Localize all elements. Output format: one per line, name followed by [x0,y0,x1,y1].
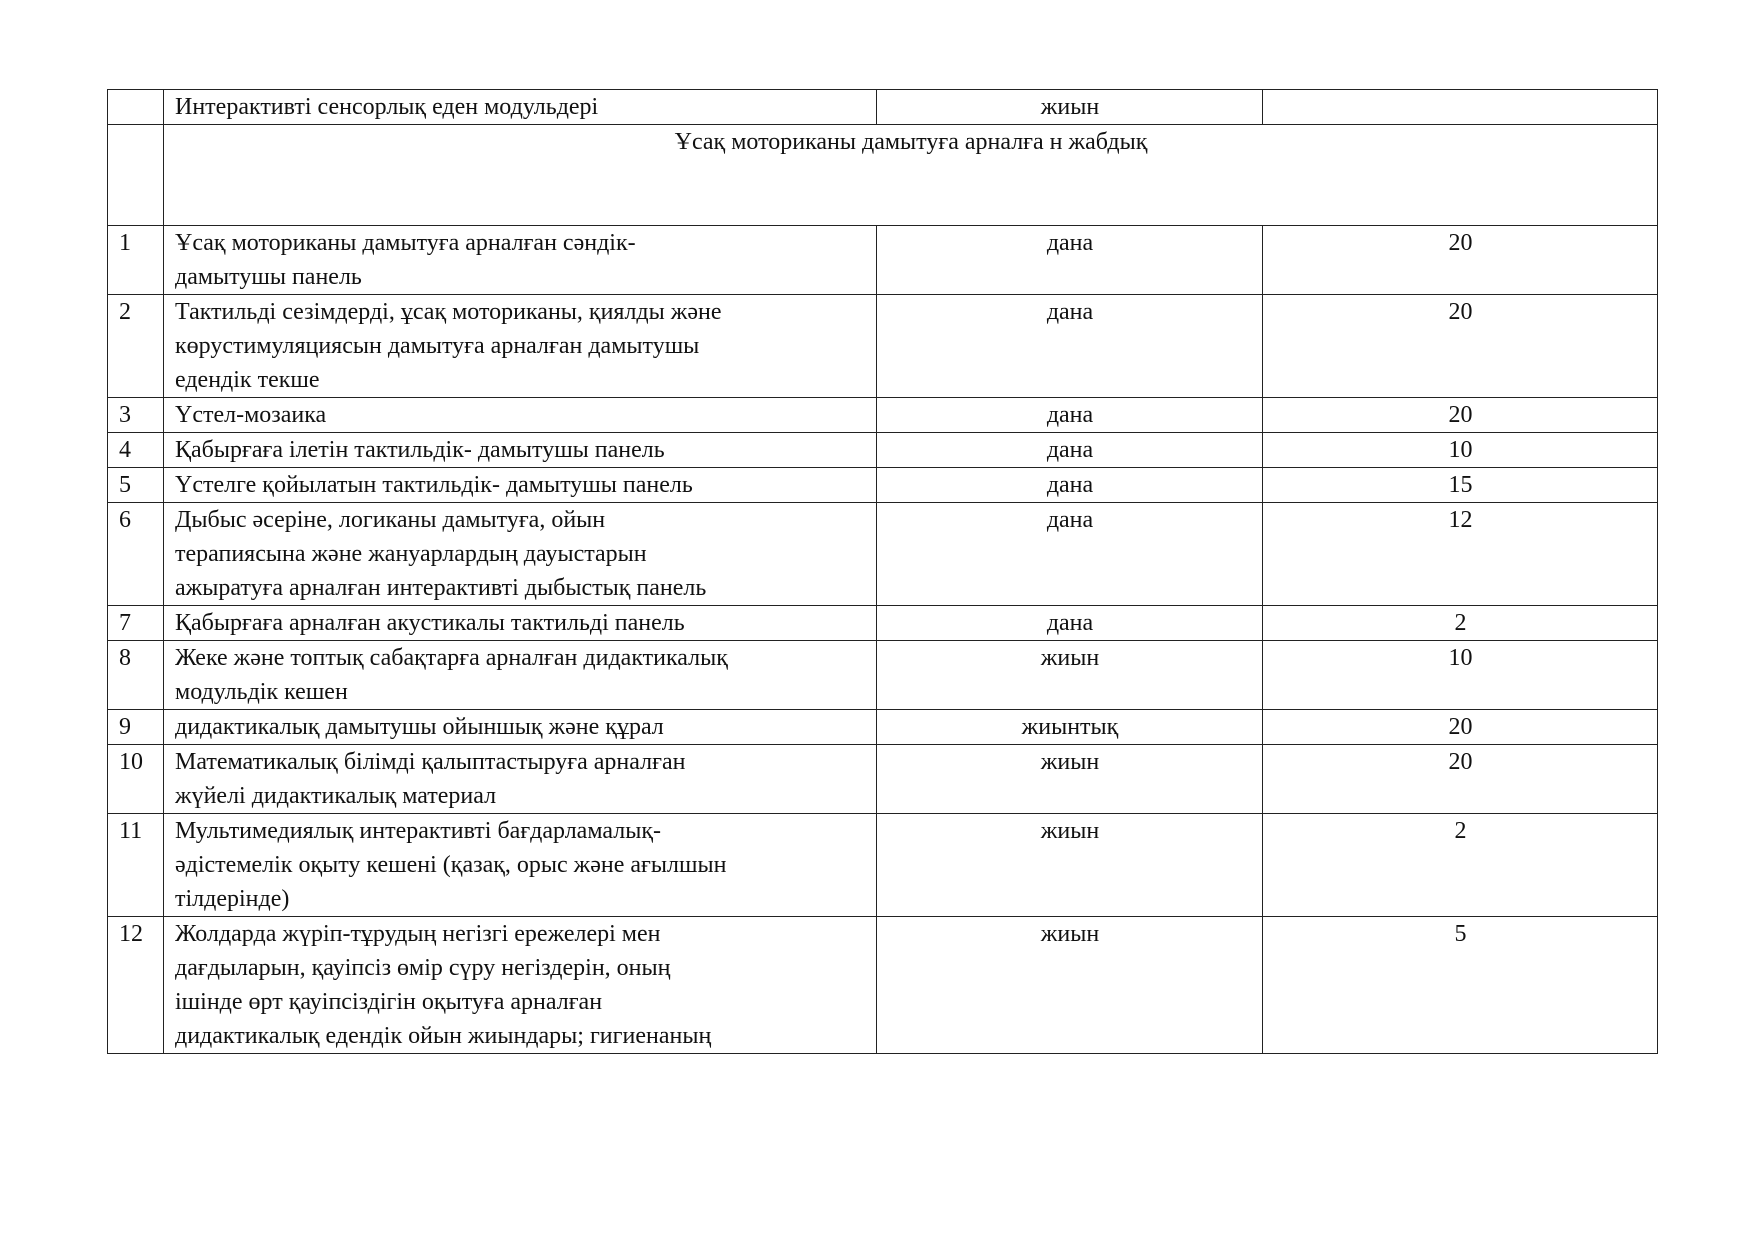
unit-cell: жиын [877,814,1263,917]
quantity-cell: 20 [1263,745,1658,814]
row-number-cell [108,125,164,226]
item-name-cell: Қабырғаға арналған акустикалы тактильді панель [164,606,877,641]
quantity-cell: 10 [1263,641,1658,710]
item-name-cell: Дыбыс әсеріне, логиканы дамытуға, ойын терапиясына және жануарлардың дауыстарын ажыратуға арналған интерактивті дыбыстық панель [164,503,877,606]
row-number-cell: 11 [108,814,164,917]
quantity-cell: 2 [1263,814,1658,917]
unit-cell: жиын [877,90,1263,125]
item-name-cell: Мультимедиялық интерактивті бағдарламалық- әдістемелік оқыту кешені (қазақ, орыс және ағылшын тілдерінде) [164,814,877,917]
item-name-cell: Тактильді сезімдерді, ұсақ моториканы, қиялды және көрустимуляциясын дамытуға арналған дамытушы едендік текше [164,295,877,398]
row-number-cell [108,90,164,125]
row-number-cell: 1 [108,226,164,295]
unit-cell: жиынтық [877,710,1263,745]
item-name-cell: Интерактивті сенсорлық еден модульдері [164,90,877,125]
row-number-cell: 6 [108,503,164,606]
quantity-cell: 20 [1263,398,1658,433]
item-name-cell: Жолдарда жүріп-тұрудың негізгі ережелері мен дағдыларын, қауіпсіз өмір сүру негіздерін, оның ішінде өрт қауіпсіздігін оқытуға арналған дидактикалық едендік ойын жиындары; гигиенаның [164,917,877,1054]
row-number-cell: 7 [108,606,164,641]
row-number-cell: 10 [108,745,164,814]
unit-cell: дана [877,503,1263,606]
unit-cell: жиын [877,917,1263,1054]
table-row [108,295,1658,398]
table-row [108,468,1658,503]
table-row [108,503,1658,606]
quantity-cell: 20 [1263,295,1658,398]
quantity-cell: 2 [1263,606,1658,641]
unit-cell: жиын [877,745,1263,814]
section-row [108,125,1658,226]
row-number-cell: 12 [108,917,164,1054]
row-number-cell: 2 [108,295,164,398]
unit-cell: дана [877,606,1263,641]
table-row [108,710,1658,745]
quantity-cell: 10 [1263,433,1658,468]
unit-cell: жиын [877,641,1263,710]
unit-cell: дана [877,226,1263,295]
table-row [108,745,1658,814]
quantity-cell: 15 [1263,468,1658,503]
unit-cell: дана [877,433,1263,468]
table-row [108,433,1658,468]
quantity-cell: 12 [1263,503,1658,606]
unit-cell: дана [877,295,1263,398]
quantity-cell: 20 [1263,226,1658,295]
row-number-cell: 5 [108,468,164,503]
item-name-cell: дидактикалық дамытушы ойыншық және құрал [164,710,877,745]
quantity-cell: 5 [1263,917,1658,1054]
item-name-cell: Үстелге қойылатын тактильдік- дамытушы панель [164,468,877,503]
table-row [108,90,1658,125]
table-row [108,226,1658,295]
item-name-cell: Жеке және топтық сабақтарға арналған дидактикалық модульдік кешен [164,641,877,710]
table-row [108,398,1658,433]
table-row [108,917,1658,1054]
row-number-cell: 4 [108,433,164,468]
equipment-table [107,89,1658,1054]
item-name-cell: Математикалық білімді қалыптастыруға арналған жүйелі дидактикалық материал [164,745,877,814]
quantity-cell [1263,90,1658,125]
unit-cell: дана [877,468,1263,503]
table-row [108,641,1658,710]
row-number-cell: 3 [108,398,164,433]
table-row [108,606,1658,641]
table-row [108,814,1658,917]
quantity-cell: 20 [1263,710,1658,745]
unit-cell: дана [877,398,1263,433]
row-number-cell: 9 [108,710,164,745]
item-name-cell: Ұсақ моториканы дамытуға арналған сәндік- дамытушы панель [164,226,877,295]
row-number-cell: 8 [108,641,164,710]
section-heading: Ұсақ моториканы дамытуға арналға н жабдық [164,125,1658,226]
item-name-cell: Қабырғаға ілетін тактильдік- дамытушы панель [164,433,877,468]
item-name-cell: Үстел-мозаика [164,398,877,433]
